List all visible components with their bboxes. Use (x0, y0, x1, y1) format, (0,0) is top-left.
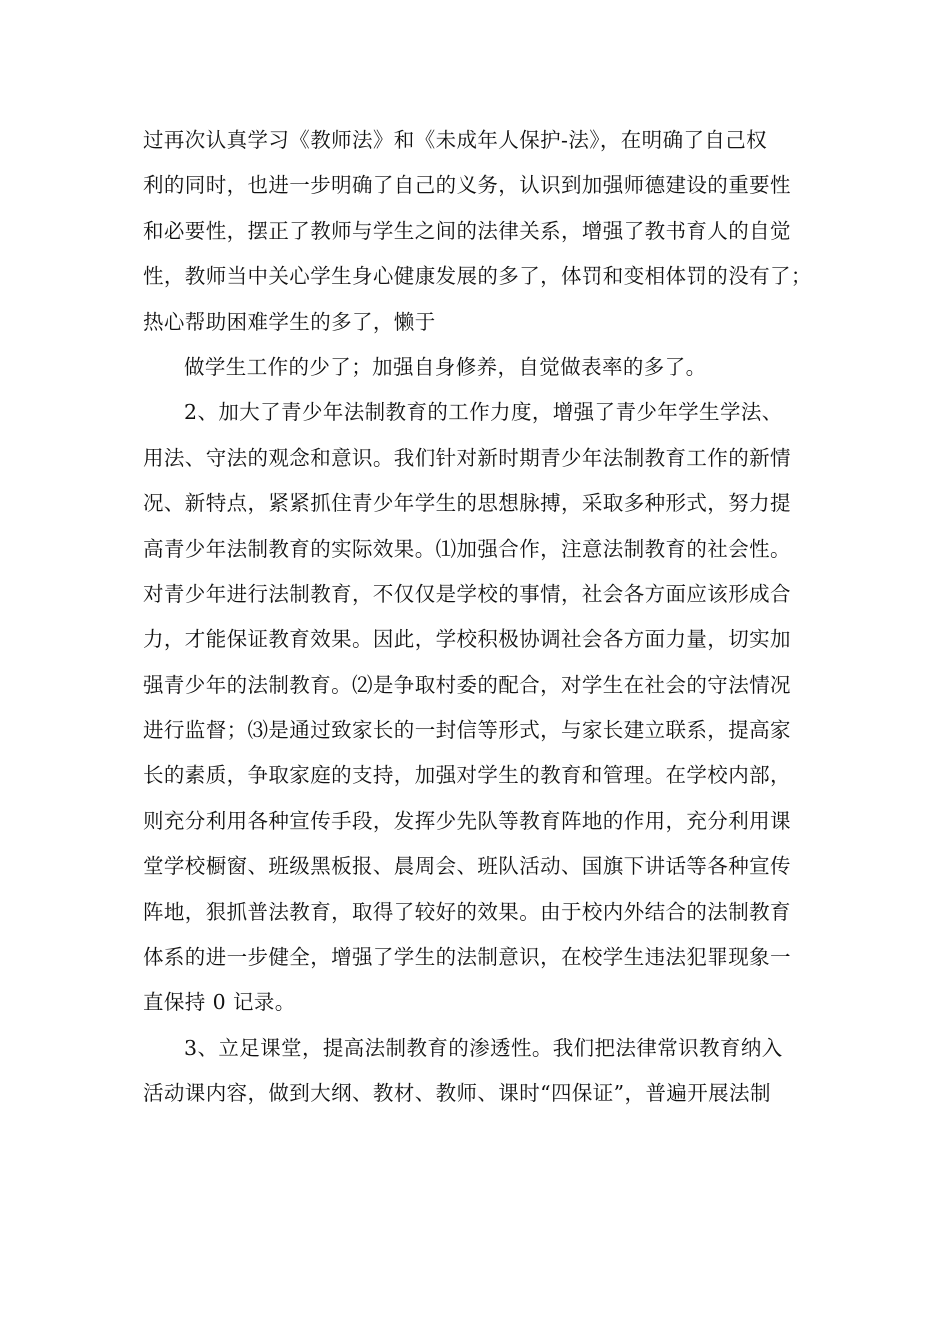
text-line: 堂学校橱窗、班级黑板报、晨周会、班队活动、国旗下讲话等各种宣传 (143, 854, 791, 879)
text-line: 热心帮助困难学生的多了，懒于 (143, 309, 436, 334)
text-line: 做学生工作的少了；加强自身修养，自觉做表率的多了。 (184, 354, 707, 379)
text-line: 进行监督；⑶是通过致家长的一封信等形式，与家长建立联系，提高家 (143, 718, 791, 743)
paragraph-4 (143, 1026, 815, 1117)
text-line: 2、加大了青少年法制教育的工作力度，增强了青少年学生学法、 (184, 400, 783, 425)
text-line: 长的素质，争取家庭的支持，加强对学生的教育和管理。在学校内部， (143, 763, 791, 788)
paragraph-2 (143, 345, 815, 390)
text-line: 力，才能保证教育效果。因此，学校积极协调社会各方面力量，切实加 (143, 627, 791, 652)
text-line: 用法、守法的观念和意识。我们针对新时期青少年法制教育工作的新情 (143, 445, 791, 470)
text-line: 强青少年的法制教育。⑵是争取村委的配合，对学生在社会的守法情况 (143, 672, 791, 697)
text-line: 对青少年进行法制教育，不仅仅是学校的事情，社会各方面应该形成合 (143, 581, 791, 606)
text-line: 过再次认真学习《教师法》和《未成年人保护-法》，在明确了自己权 (143, 128, 768, 152)
text-line: 体系的进一步健全，增强了学生的法制意识，在校学生违法犯罪现象一 (143, 945, 791, 970)
text-line: 性，教师当中关心学生身心健康发展的多了，体罚和变相体罚的没有了； (143, 264, 812, 289)
text-line: 高青少年法制教育的实际效果。⑴加强合作，注意法制教育的社会性。 (143, 536, 791, 561)
text-line: 和必要性，摆正了教师与学生之间的法律关系，增强了教书育人的自觉 (143, 218, 791, 243)
text-line: 阵地，狠抓普法教育，取得了较好的效果。由于校内外结合的法制教育 (143, 899, 791, 924)
body-text (143, 118, 815, 1117)
text-line: 3、立足课堂，提高法制教育的渗透性。我们把法律常识教育纳入 (184, 1035, 783, 1060)
text-line: 况、新特点，紧紧抓住青少年学生的思想脉搏，采取多种形式，努力提 (143, 491, 791, 516)
paragraph-1 (143, 118, 815, 345)
text-line: 直保持 0 记录。 (143, 990, 296, 1015)
paragraph-3 (143, 390, 815, 1025)
text-line: 活动课内容，做到大纲、教材、教师、课时“四保证”，普遍开展法制 (143, 1081, 771, 1106)
text-line: 则充分利用各种宣传手段，发挥少先队等教育阵地的作用，充分利用课 (143, 808, 791, 833)
text-line: 利的同时，也进一步明确了自己的义务，认识到加强师德建设的重要性 (143, 173, 791, 198)
